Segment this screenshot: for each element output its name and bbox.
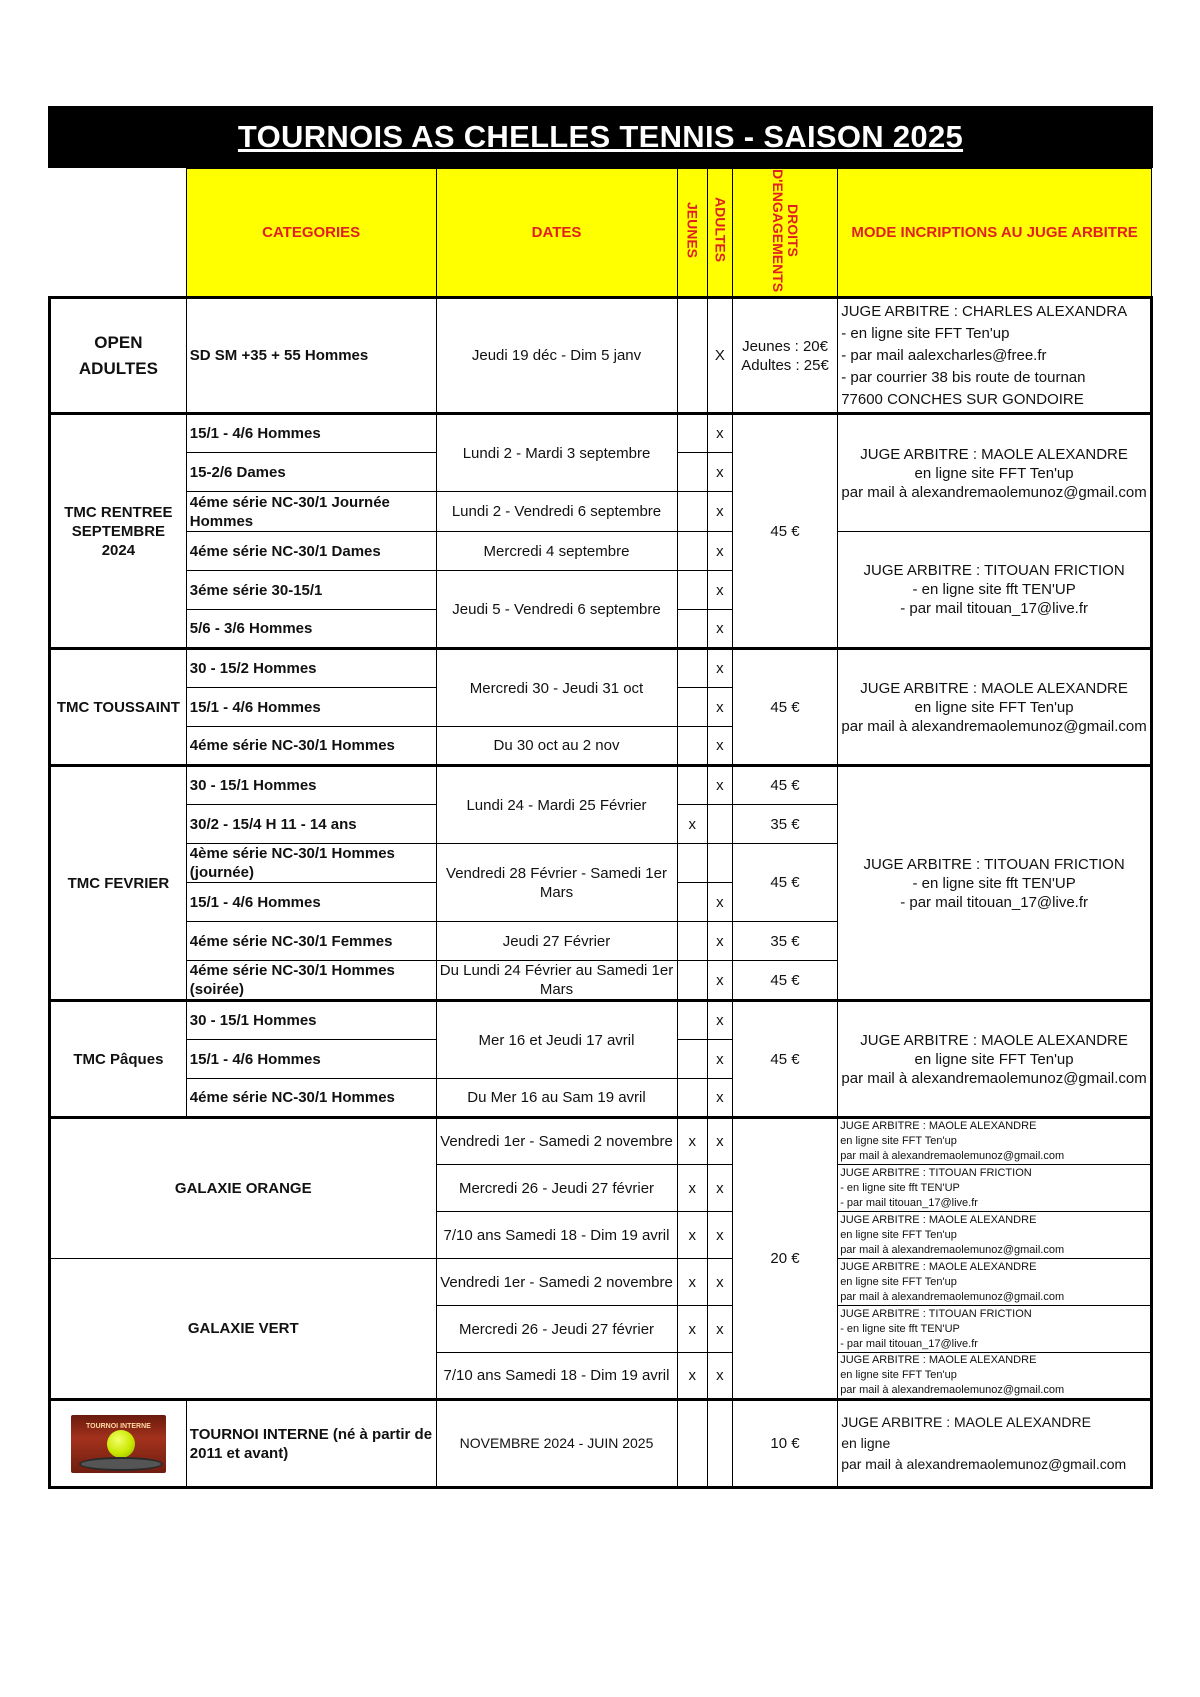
adultes-mark: x: [707, 1259, 732, 1306]
title-bar: [48, 106, 1153, 168]
referee-city: 77600 CONCHES SUR GONDOIRE: [841, 390, 1084, 408]
fee-cell: 45 €: [732, 649, 837, 766]
referee-name: JUGE ARBITRE : MAOLE ALEXANDRE: [860, 1031, 1128, 1049]
jeunes-mark: [677, 727, 707, 766]
adultes-mark: x: [707, 1001, 732, 1040]
jeunes-mark: [677, 571, 707, 610]
referee-online: en ligne site FFT Ten'up: [840, 1275, 957, 1288]
category-cell: 30 - 15/2 Hommes: [186, 649, 436, 688]
group-tmc-toussaint: TMC TOUSSAINT: [50, 649, 187, 766]
referee-info: [838, 1212, 1152, 1259]
dates-cell: Mer 16 et Jeudi 17 avril: [436, 1001, 677, 1079]
jeunes-mark: [677, 1079, 707, 1118]
group-galaxie-orange: GALAXIE ORANGE: [50, 1118, 437, 1259]
referee-name: JUGE ARBITRE : TITOUAN FRICTION: [863, 562, 1125, 579]
dates-cell: Jeudi 19 déc - Dim 5 janv: [436, 298, 677, 414]
referee-name: JUGE ARBITRE : MAOLE ALEXANDRE: [840, 1213, 1037, 1226]
referee-name: JUGE ARBITRE : CHARLES ALEXANDRA: [841, 302, 1128, 320]
referee-mail: par mail à alexandremaolemunoz@gmail.com: [841, 483, 1147, 501]
category-cell: 4ème série NC-30/1 Hommes (journée): [186, 844, 436, 883]
adultes-mark: x: [707, 1040, 732, 1079]
dates-cell: Du Mer 16 au Sam 19 avril: [436, 1079, 677, 1118]
adultes-mark: x: [707, 649, 732, 688]
racket-icon: [79, 1457, 163, 1471]
referee-online: - en ligne site fft TEN'UP: [912, 581, 1076, 598]
referee-info: [838, 1118, 1152, 1165]
dates-cell: 7/10 ans Samedi 18 - Dim 19 avril: [436, 1353, 677, 1400]
referee-online: en ligne site FFT Ten'up: [840, 1228, 957, 1241]
category-cell: 15/1 - 4/6 Hommes: [186, 414, 436, 453]
referee-online: - en ligne site fft TEN'UP: [840, 1322, 960, 1335]
referee-online: en ligne site FFT Ten'up: [914, 1050, 1074, 1068]
adultes-mark: x: [707, 766, 732, 805]
jeunes-mark: [677, 1001, 707, 1040]
adultes-mark: x: [707, 883, 732, 922]
jeunes-mark: x: [677, 1353, 707, 1400]
fee-cell: 35 €: [732, 805, 837, 844]
adultes-mark: x: [707, 532, 732, 571]
referee-name: JUGE ARBITRE : TITOUAN FRICTION: [840, 1307, 1032, 1320]
referee-info: [838, 1001, 1152, 1118]
referee-mail: - par mail aalexcharles@free.fr: [841, 346, 1047, 364]
referee-info: [838, 1353, 1152, 1400]
referee-mail: - par mail titouan_17@live.fr: [840, 1337, 978, 1350]
referee-mail: par mail à alexandremaolemunoz@gmail.com: [841, 1069, 1147, 1087]
dates-cell: Lundi 2 - Mardi 3 septembre: [436, 414, 677, 492]
category-cell: 5/6 - 3/6 Hommes: [186, 610, 436, 649]
referee-mail: par mail à alexandremaolemunoz@gmail.com: [840, 1243, 1065, 1256]
jeunes-mark: [677, 766, 707, 805]
referee-mail: - par mail titouan_17@live.fr: [840, 1196, 978, 1209]
table-row: [50, 1400, 1152, 1488]
adultes-mark: x: [707, 453, 732, 492]
table-row: [50, 1259, 1152, 1306]
jeunes-mark: [677, 298, 707, 414]
fee-cell: 20 €: [732, 1118, 837, 1400]
fee-cell: 10 €: [732, 1400, 837, 1488]
header-blank: [50, 169, 187, 298]
referee-name: JUGE ARBITRE : MAOLE ALEXANDRE: [841, 1414, 1091, 1430]
referee-mail: par mail à alexandremaolemunoz@gmail.com: [840, 1384, 1065, 1396]
category-cell: 4éme série NC-30/1 Femmes: [186, 922, 436, 961]
jeunes-mark: [677, 649, 707, 688]
category-cell: 4éme série NC-30/1 Hommes: [186, 727, 436, 766]
dates-cell: Du 30 oct au 2 nov: [436, 727, 677, 766]
dates-cell: Mercredi 26 - Jeudi 27 février: [436, 1306, 677, 1353]
dates-cell: Mercredi 30 - Jeudi 31 oct: [436, 649, 677, 727]
table-row: [50, 414, 1152, 453]
adultes-mark: x: [707, 727, 732, 766]
jeunes-mark: [677, 1040, 707, 1079]
referee-mail: - par mail titouan_17@live.fr: [900, 600, 1088, 617]
jeunes-mark: [677, 883, 707, 922]
header-categories: CATEGORIES: [186, 169, 436, 298]
jeunes-mark: [677, 610, 707, 649]
fee-cell: 45 €: [732, 844, 837, 922]
fee-cell: 45 €: [732, 766, 837, 805]
jeunes-mark: x: [677, 1165, 707, 1212]
referee-info: [838, 532, 1152, 649]
jeunes-mark: [677, 688, 707, 727]
referee-mail: par mail à alexandremaolemunoz@gmail.com: [841, 1456, 1127, 1472]
adultes-mark: x: [707, 961, 732, 1001]
dates-cell: Vendredi 1er - Samedi 2 novembre: [436, 1118, 677, 1165]
adultes-mark: x: [707, 1079, 732, 1118]
open-row: [50, 298, 1152, 414]
group-tmc-rentree: TMC RENTREE SEPTEMBRE 2024: [50, 414, 187, 649]
referee-info: [838, 649, 1152, 766]
fee-cell: 45 €: [732, 414, 837, 649]
category-cell: 15/1 - 4/6 Hommes: [186, 883, 436, 922]
adultes-mark: x: [707, 492, 732, 532]
header-jeunes: JEUNES: [677, 169, 707, 298]
fee-cell: 45 €: [732, 961, 837, 1001]
referee-name: JUGE ARBITRE : MAOLE ALEXANDRE: [860, 679, 1128, 697]
jeunes-mark: [677, 492, 707, 532]
jeunes-mark: x: [677, 1259, 707, 1306]
adultes-mark: x: [707, 922, 732, 961]
referee-name: JUGE ARBITRE : MAOLE ALEXANDRE: [840, 1354, 1037, 1366]
referee-post: - par courrier 38 bis route de tournan: [841, 368, 1086, 386]
referee-online: - en ligne site FFT Ten'up: [841, 324, 1010, 342]
referee-online: en ligne: [841, 1435, 891, 1451]
header-mode: MODE INCRIPTIONS AU JUGE ARBITRE: [838, 169, 1152, 298]
adultes-mark: x: [707, 1212, 732, 1259]
table-row: [50, 766, 1152, 805]
table-row: [50, 649, 1152, 688]
referee-mail: par mail à alexandremaolemunoz@gmail.com: [840, 1150, 1065, 1162]
referee-info: [838, 1165, 1152, 1212]
referee-name: JUGE ARBITRE : MAOLE ALEXANDRE: [840, 1260, 1037, 1273]
referee-name: JUGE ARBITRE : MAOLE ALEXANDRE: [860, 445, 1128, 463]
header-droits: DROITS D'ENGAGEMENTS: [732, 169, 837, 298]
tournament-sheet: [48, 106, 1153, 1489]
referee-mail: par mail à alexandremaolemunoz@gmail.com: [841, 717, 1147, 735]
adultes-mark: x: [707, 610, 732, 649]
dates-cell: Du Lundi 24 Février au Samedi 1er Mars: [436, 961, 677, 1001]
adultes-mark: x: [707, 1306, 732, 1353]
jeunes-mark: x: [677, 805, 707, 844]
page-title: TOURNOIS AS CHELLES TENNIS - SAISON 2025: [237, 119, 964, 154]
referee-online: - en ligne site fft TEN'UP: [912, 874, 1076, 892]
group-tmc-fevrier: TMC FEVRIER: [50, 766, 187, 1001]
jeunes-mark: x: [677, 1212, 707, 1259]
header-adultes: ADULTES: [707, 169, 732, 298]
logo-cell: [50, 1400, 187, 1488]
dates-cell: Mercredi 26 - Jeudi 27 février: [436, 1165, 677, 1212]
adultes-mark: x: [707, 1165, 732, 1212]
adultes-mark: x: [707, 414, 732, 453]
referee-online: en ligne site FFT Ten'up: [840, 1135, 957, 1147]
header-row: [50, 169, 1152, 298]
category-cell: 15/1 - 4/6 Hommes: [186, 1040, 436, 1079]
category-cell: 4éme série NC-30/1 Hommes (soirée): [186, 961, 436, 1001]
tournament-table: [48, 168, 1153, 1489]
logo-label: TOURNOI INTERNE: [85, 1422, 151, 1430]
adultes-mark: x: [707, 571, 732, 610]
jeunes-mark: [677, 414, 707, 453]
referee-info: [838, 1259, 1152, 1306]
dates-cell: Jeudi 5 - Vendredi 6 septembre: [436, 571, 677, 649]
adultes-mark: x: [707, 688, 732, 727]
group-galaxie-vert: GALAXIE VERT: [50, 1259, 437, 1400]
referee-online: en ligne site FFT Ten'up: [840, 1369, 957, 1381]
category-cell: 3éme série 30-15/1: [186, 571, 436, 610]
referee-info: [838, 414, 1152, 532]
dates-cell: Jeudi 27 Février: [436, 922, 677, 961]
header-dates: DATES: [436, 169, 677, 298]
referee-name: JUGE ARBITRE : TITOUAN FRICTION: [840, 1166, 1032, 1179]
group-tmc-paques: TMC Pâques: [50, 1001, 187, 1118]
jeunes-mark: [677, 844, 707, 883]
referee-online: en ligne site FFT Ten'up: [914, 698, 1074, 716]
dates-cell: Lundi 2 - Vendredi 6 septembre: [436, 492, 677, 532]
category-cell: SD SM +35 + 55 Hommes: [186, 298, 436, 414]
fee-cell: 35 €: [732, 922, 837, 961]
jeunes-mark: [677, 453, 707, 492]
adultes-mark: x: [707, 1118, 732, 1165]
adultes-mark: x: [707, 1353, 732, 1400]
dates-cell: Vendredi 28 Février - Samedi 1er Mars: [436, 844, 677, 922]
table-row: [50, 1118, 1152, 1165]
referee-mail: - par mail titouan_17@live.fr: [900, 893, 1088, 911]
jeunes-mark: x: [677, 1306, 707, 1353]
jeunes-mark: [677, 1400, 707, 1488]
fee-cell: 45 €: [732, 1001, 837, 1118]
dates-cell: Vendredi 1er - Samedi 2 novembre: [436, 1259, 677, 1306]
category-cell: TOURNOI INTERNE (né à partir de 2011 et avant): [186, 1400, 436, 1488]
referee-mail: par mail à alexandremaolemunoz@gmail.com: [840, 1290, 1065, 1303]
referee-name: JUGE ARBITRE : TITOUAN FRICTION: [863, 855, 1125, 873]
adultes-mark: [707, 1400, 732, 1488]
category-cell: 4éme série NC-30/1 Journée Hommes: [186, 492, 436, 532]
jeunes-mark: [677, 922, 707, 961]
table-row: [50, 1001, 1152, 1040]
dates-cell: Mercredi 4 septembre: [436, 532, 677, 571]
tournoi-interne-logo: [71, 1415, 166, 1473]
fee-adultes: Adultes : 25€: [741, 356, 829, 374]
tennis-ball-icon: [107, 1430, 135, 1458]
jeunes-mark: [677, 532, 707, 571]
jeunes-mark: x: [677, 1118, 707, 1165]
category-cell: 4éme série NC-30/1 Hommes: [186, 1079, 436, 1118]
category-cell: 30 - 15/1 Hommes: [186, 1001, 436, 1040]
referee-online: - en ligne site fft TEN'UP: [840, 1181, 960, 1194]
category-cell: 4éme série NC-30/1 Dames: [186, 532, 436, 571]
category-cell: 30 - 15/1 Hommes: [186, 766, 436, 805]
dates-cell: NOVEMBRE 2024 - JUIN 2025: [436, 1400, 677, 1488]
adultes-mark: [707, 844, 732, 883]
referee-info: [838, 1306, 1152, 1353]
category-cell: 30/2 - 15/4 H 11 - 14 ans: [186, 805, 436, 844]
adultes-mark: X: [707, 298, 732, 414]
adultes-mark: [707, 805, 732, 844]
referee-online: en ligne site FFT Ten'up: [914, 464, 1074, 482]
referee-info: [838, 298, 1152, 414]
category-cell: 15-2/6 Dames: [186, 453, 436, 492]
group-open-adultes: OPEN ADULTES: [50, 298, 187, 414]
fee-cell: [732, 298, 837, 414]
category-cell: 15/1 - 4/6 Hommes: [186, 688, 436, 727]
dates-cell: Lundi 24 - Mardi 25 Février: [436, 766, 677, 844]
dates-cell: 7/10 ans Samedi 18 - Dim 19 avril: [436, 1212, 677, 1259]
jeunes-mark: [677, 961, 707, 1001]
table-row: [50, 532, 1152, 571]
fee-jeunes: Jeunes : 20€: [742, 337, 828, 355]
referee-info: [838, 766, 1152, 1001]
referee-name: JUGE ARBITRE : MAOLE ALEXANDRE: [840, 1120, 1037, 1132]
referee-info: [838, 1400, 1152, 1488]
